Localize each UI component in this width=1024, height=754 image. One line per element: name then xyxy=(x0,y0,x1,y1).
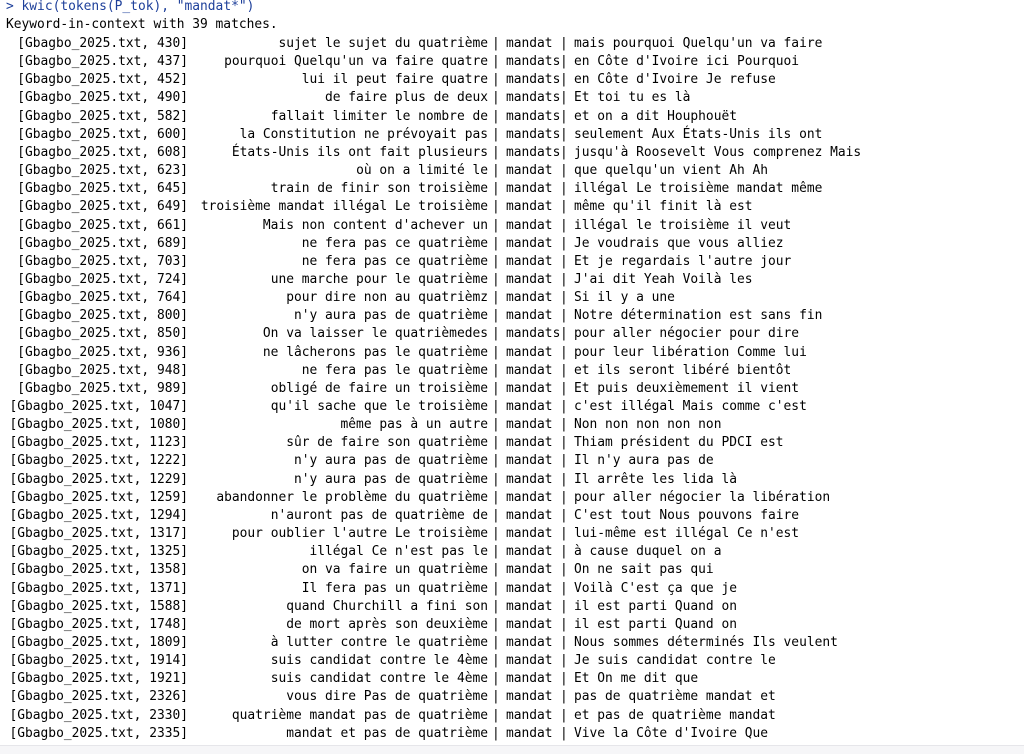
kwic-row xyxy=(0,489,1024,507)
kwic-row xyxy=(0,471,1024,489)
kwic-pre-context: ne lâcherons pas le quatrième xyxy=(262,344,488,360)
kwic-row xyxy=(0,162,1024,180)
kwic-separator: | xyxy=(560,54,568,70)
kwic-pre-context: vous dire Pas de quatrième xyxy=(286,689,488,705)
kwic-pre-context: abandonner le problème du quatrième xyxy=(216,489,488,505)
kwic-row xyxy=(0,380,1024,398)
kwic-doc-id: [Gbagbo_2025.txt, 2326] xyxy=(9,689,188,705)
kwic-separator: | xyxy=(560,271,568,287)
kwic-row xyxy=(0,416,1024,434)
kwic-pre-context: troisième mandat illégal Le troisième xyxy=(200,199,488,215)
kwic-keyword: mandat xyxy=(506,253,553,269)
kwic-separator: | xyxy=(492,507,500,523)
kwic-keyword: mandat xyxy=(506,489,553,505)
kwic-separator: | xyxy=(560,562,568,578)
kwic-separator: | xyxy=(492,362,500,378)
kwic-keyword: mandat xyxy=(506,707,553,723)
kwic-post-context: jusqu'à Roosevelt Vous comprenez Mais xyxy=(574,144,862,160)
kwic-separator: | xyxy=(492,671,500,687)
kwic-pre-context: de faire plus de deux xyxy=(325,90,488,106)
kwic-row xyxy=(0,271,1024,289)
kwic-pre-context: on va faire un quatrième xyxy=(301,562,488,578)
kwic-row xyxy=(0,198,1024,216)
kwic-doc-id: [Gbagbo_2025.txt, 452] xyxy=(17,72,188,88)
kwic-pre-context: la Constitution ne prévoyait pas xyxy=(239,126,488,142)
kwic-row xyxy=(0,616,1024,634)
kwic-pre-context: n'y aura pas de quatrième xyxy=(293,308,488,324)
kwic-pre-context: une marche pour le quatrième xyxy=(270,271,488,287)
kwic-row xyxy=(0,89,1024,107)
kwic-doc-id: [Gbagbo_2025.txt, 2335] xyxy=(9,725,188,741)
kwic-row xyxy=(0,235,1024,253)
kwic-post-context: pour aller négocier la libération xyxy=(574,489,831,505)
kwic-separator: | xyxy=(492,108,500,124)
kwic-keyword: mandat xyxy=(506,507,553,523)
kwic-pre-context: train de finir son troisième xyxy=(270,181,488,197)
kwic-doc-id: [Gbagbo_2025.txt, 600] xyxy=(17,126,188,142)
kwic-doc-id: [Gbagbo_2025.txt, 1259] xyxy=(9,489,188,505)
kwic-separator: | xyxy=(560,380,568,396)
kwic-post-context: seulement Aux États-Unis ils ont xyxy=(574,126,823,142)
kwic-pre-context: pour dire non au quatrièmz xyxy=(286,290,488,306)
kwic-keyword: mandat xyxy=(506,453,553,469)
kwic-keyword: mandat xyxy=(506,725,553,741)
kwic-doc-id: [Gbagbo_2025.txt, 1588] xyxy=(9,598,188,614)
kwic-doc-id: [Gbagbo_2025.txt, 1229] xyxy=(9,471,188,487)
kwic-post-context: Notre détermination est sans fin xyxy=(574,308,823,324)
kwic-doc-id: [Gbagbo_2025.txt, 1317] xyxy=(9,526,188,541)
kwic-separator: | xyxy=(492,217,500,233)
kwic-post-context: Il n'y aura pas de xyxy=(574,453,714,469)
kwic-separator: | xyxy=(492,562,500,578)
kwic-doc-id: [Gbagbo_2025.txt, 430] xyxy=(17,36,188,51)
kwic-separator: | xyxy=(560,253,568,269)
kwic-post-context: c'est illégal Mais comme c'est xyxy=(574,399,807,414)
kwic-row xyxy=(0,580,1024,598)
kwic-separator: | xyxy=(560,634,568,650)
kwic-post-context: Et je regardais l'autre jour xyxy=(574,253,792,269)
kwic-pre-context: n'y aura pas de quatrième xyxy=(293,453,488,469)
kwic-separator: | xyxy=(492,526,500,541)
kwic-separator: | xyxy=(492,54,500,70)
kwic-post-context: illégal Le troisième mandat même xyxy=(574,181,823,197)
kwic-separator: | xyxy=(560,235,568,251)
kwic-separator: | xyxy=(492,253,500,269)
kwic-doc-id: [Gbagbo_2025.txt, 1921] xyxy=(9,671,188,687)
kwic-doc-id: [Gbagbo_2025.txt, 1809] xyxy=(9,634,188,650)
kwic-separator: | xyxy=(560,308,568,324)
kwic-keyword: mandat xyxy=(506,271,553,287)
kwic-separator: | xyxy=(492,653,500,669)
kwic-doc-id: [Gbagbo_2025.txt, 1222] xyxy=(9,453,188,469)
kwic-post-context: que quelqu'un vient Ah Ah xyxy=(574,163,769,178)
kwic-post-context: Vive la Côte d'Ivoire Que xyxy=(574,725,769,741)
kwic-separator: | xyxy=(560,399,568,414)
kwic-keyword: mandat xyxy=(506,580,553,596)
kwic-post-context: il est parti Quand on xyxy=(574,598,737,614)
kwic-post-context: pour aller négocier pour dire xyxy=(574,326,800,342)
console-prompt: > xyxy=(6,0,14,14)
kwic-post-context: Je voudrais que vous alliez xyxy=(574,235,784,251)
kwic-keyword: mandat xyxy=(506,399,553,414)
kwic-pre-context: à lutter contre le quatrième xyxy=(270,634,488,650)
kwic-doc-id: [Gbagbo_2025.txt, 1047] xyxy=(9,399,188,414)
kwic-separator: | xyxy=(560,598,568,614)
kwic-doc-id: [Gbagbo_2025.txt, 724] xyxy=(17,271,188,287)
kwic-post-context: Thiam président du PDCI est xyxy=(574,435,784,451)
kwic-pre-context: pourquoi Quelqu'un va faire quatre xyxy=(224,54,488,70)
kwic-doc-id: [Gbagbo_2025.txt, 437] xyxy=(17,54,188,70)
kwic-doc-id: [Gbagbo_2025.txt, 645] xyxy=(17,181,188,197)
kwic-separator: | xyxy=(492,399,500,414)
kwic-row xyxy=(0,688,1024,706)
kwic-pre-context: On va laisser le quatrièmedes xyxy=(262,326,488,342)
console-bottom-edge xyxy=(0,745,1024,754)
kwic-row xyxy=(0,561,1024,579)
kwic-keyword: mandats xyxy=(506,90,561,106)
kwic-row xyxy=(0,253,1024,271)
kwic-doc-id: [Gbagbo_2025.txt, 1358] xyxy=(9,562,188,578)
kwic-separator: | xyxy=(560,507,568,523)
kwic-post-context: et pas de quatrième mandat xyxy=(574,707,776,723)
kwic-separator: | xyxy=(560,435,568,451)
kwic-pre-context: États-Unis ils ont fait plusieurs xyxy=(231,144,488,160)
kwic-row xyxy=(0,108,1024,126)
kwic-keyword: mandat xyxy=(506,199,553,215)
kwic-post-context: Nous sommes déterminés Ils veulent xyxy=(574,634,838,650)
kwic-row xyxy=(0,670,1024,688)
kwic-row xyxy=(0,53,1024,71)
kwic-separator: | xyxy=(560,163,568,178)
kwic-keyword: mandat xyxy=(506,435,553,451)
kwic-pre-context: obligé de faire un troisième xyxy=(270,380,488,396)
kwic-post-context: mais pourquoi Quelqu'un va faire xyxy=(574,36,823,51)
kwic-keyword: mandat xyxy=(506,235,553,251)
kwic-pre-context: n'auront pas de quatrième de xyxy=(270,507,488,523)
kwic-row xyxy=(0,652,1024,670)
kwic-post-context: Et On me dit que xyxy=(574,671,699,687)
kwic-separator: | xyxy=(492,598,500,614)
kwic-row xyxy=(0,362,1024,380)
kwic-keyword: mandat xyxy=(506,362,553,378)
kwic-separator: | xyxy=(492,90,500,106)
kwic-keyword: mandat xyxy=(506,181,553,197)
kwic-keyword: mandat xyxy=(506,544,553,560)
kwic-separator: | xyxy=(560,725,568,741)
kwic-post-context: C'est tout Nous pouvons faire xyxy=(574,507,800,523)
kwic-row xyxy=(0,325,1024,343)
kwic-separator: | xyxy=(560,90,568,106)
kwic-doc-id: [Gbagbo_2025.txt, 850] xyxy=(17,326,188,342)
kwic-row xyxy=(0,398,1024,416)
kwic-separator: | xyxy=(492,163,500,178)
kwic-post-context: Et puis deuxièmement il vient xyxy=(574,380,800,396)
kwic-separator: | xyxy=(492,290,500,306)
kwic-row xyxy=(0,707,1024,725)
kwic-keyword: mandat xyxy=(506,217,553,233)
kwic-pre-context: quatrième mandat pas de quatrième xyxy=(231,707,488,723)
kwic-post-context: Et toi tu es là xyxy=(574,90,691,106)
kwic-post-context: Je suis candidat contre le xyxy=(574,653,776,669)
kwic-separator: | xyxy=(492,181,500,197)
kwic-separator: | xyxy=(560,199,568,215)
kwic-keyword: mandat xyxy=(506,689,553,705)
kwic-keyword: mandat xyxy=(506,290,553,306)
kwic-keyword: mandat xyxy=(506,653,553,669)
console-command: kwic(tokens(P_tok), "mandat*") xyxy=(21,0,255,14)
kwic-doc-id: [Gbagbo_2025.txt, 1371] xyxy=(9,580,188,596)
kwic-keyword: mandat xyxy=(506,344,553,360)
kwic-pre-context: où on a limité le xyxy=(356,163,488,178)
kwic-pre-context: Mais non content d'achever un xyxy=(262,217,488,233)
kwic-separator: | xyxy=(560,108,568,124)
kwic-pre-context: lui il peut faire quatre xyxy=(301,72,488,88)
kwic-pre-context: même pas à un autre xyxy=(340,417,488,433)
kwic-separator: | xyxy=(560,181,568,197)
kwic-row xyxy=(0,217,1024,235)
kwic-keyword: mandat xyxy=(506,598,553,614)
kwic-row xyxy=(0,434,1024,452)
kwic-separator: | xyxy=(492,72,500,88)
kwic-doc-id: [Gbagbo_2025.txt, 936] xyxy=(17,344,188,360)
kwic-separator: | xyxy=(492,308,500,324)
command-line[interactable] xyxy=(6,0,254,16)
kwic-separator: | xyxy=(560,707,568,723)
kwic-doc-id: [Gbagbo_2025.txt, 623] xyxy=(17,163,188,178)
kwic-pre-context: illégal Ce n'est pas le xyxy=(309,544,488,560)
kwic-separator: | xyxy=(492,144,500,160)
kwic-separator: | xyxy=(560,217,568,233)
kwic-post-context: pour leur libération Comme lui xyxy=(574,344,807,360)
kwic-separator: | xyxy=(560,544,568,560)
kwic-doc-id: [Gbagbo_2025.txt, 800] xyxy=(17,308,188,324)
kwic-keyword: mandat xyxy=(506,671,553,687)
kwic-doc-id: [Gbagbo_2025.txt, 1325] xyxy=(9,544,188,560)
kwic-row xyxy=(0,344,1024,362)
kwic-row xyxy=(0,598,1024,616)
kwic-pre-context: sujet le sujet du quatrième xyxy=(278,36,488,51)
kwic-row xyxy=(0,71,1024,89)
kwic-post-context: Non non non non non xyxy=(574,417,722,433)
kwic-post-context: il est parti Quand on xyxy=(574,616,737,632)
kwic-row xyxy=(0,35,1024,53)
kwic-doc-id: [Gbagbo_2025.txt, 608] xyxy=(17,144,188,160)
kwic-separator: | xyxy=(492,616,500,632)
kwic-separator: | xyxy=(560,526,568,541)
kwic-separator: | xyxy=(492,271,500,287)
kwic-doc-id: [Gbagbo_2025.txt, 1294] xyxy=(9,507,188,523)
kwic-separator: | xyxy=(492,634,500,650)
kwic-doc-id: [Gbagbo_2025.txt, 948] xyxy=(17,362,188,378)
kwic-separator: | xyxy=(560,72,568,88)
kwic-keyword: mandat xyxy=(506,163,553,178)
kwic-doc-id: [Gbagbo_2025.txt, 649] xyxy=(17,199,188,215)
kwic-keyword: mandats xyxy=(506,72,561,88)
kwic-pre-context: pour oublier l'autre Le troisième xyxy=(231,526,488,541)
kwic-keyword: mandat xyxy=(506,526,553,541)
kwic-post-context: même qu'il finit là est xyxy=(574,199,753,215)
kwic-pre-context: qu'il sache que le troisième xyxy=(270,399,488,414)
kwic-separator: | xyxy=(492,707,500,723)
kwic-post-context: On ne sait pas qui xyxy=(574,562,714,578)
kwic-separator: | xyxy=(492,235,500,251)
kwic-separator: | xyxy=(492,489,500,505)
kwic-separator: | xyxy=(492,199,500,215)
kwic-separator: | xyxy=(492,471,500,487)
kwic-pre-context: quand Churchill a fini son xyxy=(286,598,488,614)
kwic-post-context: lui-même est illégal Ce n'est xyxy=(574,526,800,541)
kwic-pre-context: mandat et pas de quatrième xyxy=(286,725,488,741)
kwic-separator: | xyxy=(560,616,568,632)
kwic-keyword: mandats xyxy=(506,108,561,124)
kwic-doc-id: [Gbagbo_2025.txt, 490] xyxy=(17,90,188,106)
kwic-separator: | xyxy=(560,453,568,469)
kwic-separator: | xyxy=(560,689,568,705)
kwic-pre-context: sûr de faire son quatrième xyxy=(286,435,488,451)
kwic-pre-context: suis candidat contre le 4ème xyxy=(270,671,488,687)
kwic-row xyxy=(0,725,1024,743)
kwic-doc-id: [Gbagbo_2025.txt, 1914] xyxy=(9,653,188,669)
kwic-keyword: mandat xyxy=(506,634,553,650)
kwic-pre-context: ne fera pas le quatrième xyxy=(301,362,488,378)
kwic-separator: | xyxy=(560,126,568,142)
kwic-doc-id: [Gbagbo_2025.txt, 989] xyxy=(17,380,188,396)
kwic-row xyxy=(0,452,1024,470)
kwic-doc-id: [Gbagbo_2025.txt, 1123] xyxy=(9,435,188,451)
kwic-keyword: mandats xyxy=(506,144,561,160)
kwic-separator: | xyxy=(492,435,500,451)
kwic-pre-context: suis candidat contre le 4ème xyxy=(270,653,488,669)
kwic-post-context: et ils seront libéré bientôt xyxy=(574,362,792,378)
kwic-header: Keyword-in-context with 39 matches. xyxy=(6,17,278,32)
kwic-post-context: et on a dit Houphouët xyxy=(574,108,737,124)
kwic-post-context: Si il y a une xyxy=(574,290,675,306)
kwic-doc-id: [Gbagbo_2025.txt, 1080] xyxy=(9,417,188,433)
kwic-keyword: mandat xyxy=(506,562,553,578)
kwic-separator: | xyxy=(492,36,500,51)
kwic-row xyxy=(0,307,1024,325)
kwic-separator: | xyxy=(560,653,568,669)
kwic-keyword: mandats xyxy=(506,126,561,142)
kwic-pre-context: ne fera pas ce quatrième xyxy=(301,253,488,269)
kwic-separator: | xyxy=(560,344,568,360)
kwic-keyword: mandats xyxy=(506,54,561,70)
kwic-pre-context: de mort après son deuxième xyxy=(286,616,488,632)
kwic-separator: | xyxy=(560,326,568,342)
kwic-row xyxy=(0,126,1024,144)
kwic-row xyxy=(0,144,1024,162)
kwic-post-context: Voilà C'est ça que je xyxy=(574,580,737,596)
kwic-separator: | xyxy=(492,380,500,396)
kwic-separator: | xyxy=(560,290,568,306)
kwic-keyword: mandat xyxy=(506,308,553,324)
kwic-post-context: en Côte d'Ivoire Je refuse xyxy=(574,72,776,88)
kwic-post-context: pas de quatrième mandat et xyxy=(574,689,776,705)
kwic-pre-context: n'y aura pas de quatrième xyxy=(293,471,488,487)
kwic-doc-id: [Gbagbo_2025.txt, 661] xyxy=(17,217,188,233)
kwic-separator: | xyxy=(492,126,500,142)
kwic-separator: | xyxy=(492,725,500,741)
kwic-separator: | xyxy=(560,144,568,160)
kwic-row xyxy=(0,180,1024,198)
kwic-separator: | xyxy=(560,36,568,51)
kwic-pre-context: Il fera pas un quatrième xyxy=(301,580,488,596)
kwic-row xyxy=(0,634,1024,652)
kwic-separator: | xyxy=(492,417,500,433)
kwic-separator: | xyxy=(560,580,568,596)
kwic-separator: | xyxy=(560,489,568,505)
kwic-doc-id: [Gbagbo_2025.txt, 689] xyxy=(17,235,188,251)
kwic-post-context: Il arrête les lida là xyxy=(574,471,737,487)
kwic-post-context: illégal le troisième il veut xyxy=(574,217,792,233)
kwic-keyword: mandat xyxy=(506,616,553,632)
kwic-keyword: mandat xyxy=(506,36,553,51)
kwic-pre-context: fallait limiter le nombre de xyxy=(270,108,488,124)
kwic-separator: | xyxy=(492,326,500,342)
kwic-separator: | xyxy=(560,362,568,378)
kwic-keyword: mandat xyxy=(506,417,553,433)
kwic-post-context: J'ai dit Yeah Voilà les xyxy=(574,271,753,287)
kwic-separator: | xyxy=(560,471,568,487)
kwic-doc-id: [Gbagbo_2025.txt, 582] xyxy=(17,108,188,124)
kwic-keyword: mandat xyxy=(506,471,553,487)
kwic-separator: | xyxy=(560,417,568,433)
kwic-separator: | xyxy=(492,344,500,360)
kwic-separator: | xyxy=(492,689,500,705)
kwic-doc-id: [Gbagbo_2025.txt, 703] xyxy=(17,253,188,269)
kwic-row xyxy=(0,507,1024,525)
kwic-separator: | xyxy=(492,453,500,469)
kwic-row xyxy=(0,525,1024,543)
kwic-row xyxy=(0,289,1024,307)
kwic-post-context: à cause duquel on a xyxy=(574,544,722,560)
kwic-keyword: mandat xyxy=(506,380,553,396)
kwic-doc-id: [Gbagbo_2025.txt, 2330] xyxy=(9,707,188,723)
kwic-doc-id: [Gbagbo_2025.txt, 764] xyxy=(17,290,188,306)
kwic-separator: | xyxy=(492,580,500,596)
kwic-keyword: mandats xyxy=(506,326,561,342)
kwic-separator: | xyxy=(560,671,568,687)
kwic-doc-id: [Gbagbo_2025.txt, 1748] xyxy=(9,616,188,632)
kwic-row xyxy=(0,543,1024,561)
kwic-post-context: en Côte d'Ivoire ici Pourquoi xyxy=(574,54,800,70)
kwic-separator: | xyxy=(492,544,500,560)
kwic-pre-context: ne fera pas ce quatrième xyxy=(301,235,488,251)
